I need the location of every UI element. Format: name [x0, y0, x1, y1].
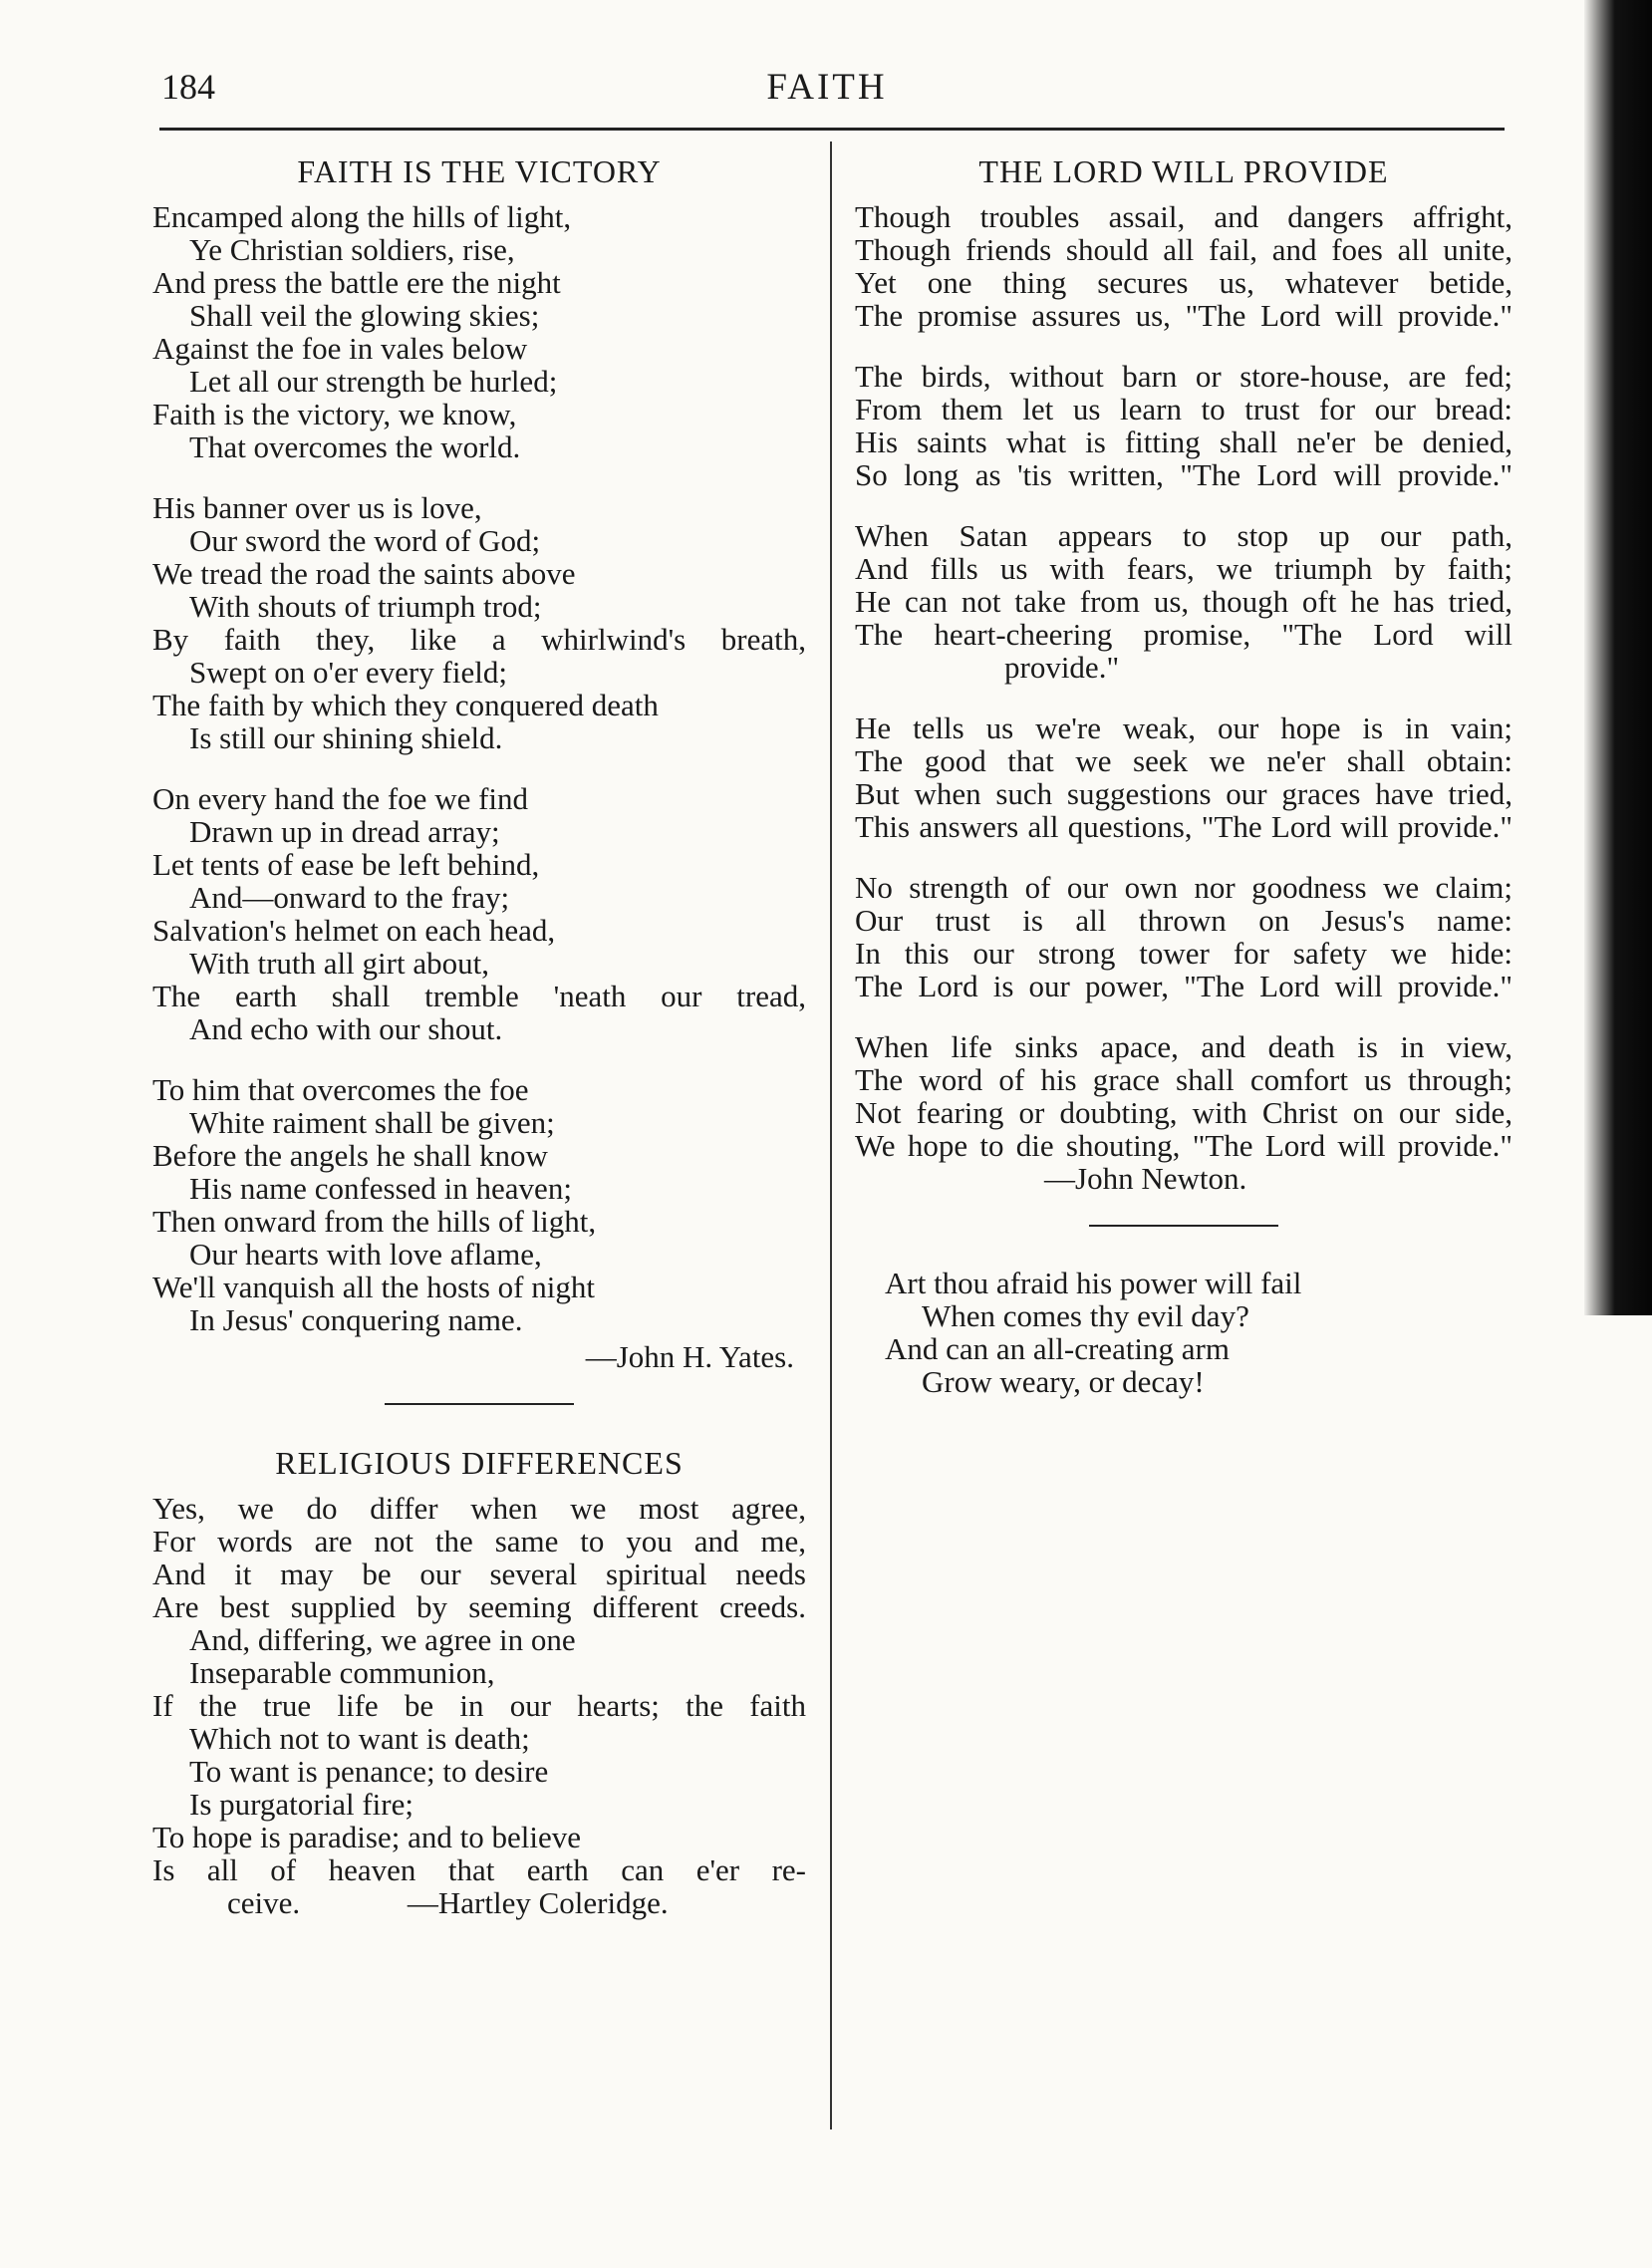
verse-line: Let tents of ease be left behind,: [152, 846, 540, 882]
verse-line: In this our strong tower for safety we hide:: [855, 935, 1513, 971]
verse-line: To him that overcomes the foe: [152, 1071, 529, 1107]
left-column: [152, 149, 806, 1919]
verse-line: And—onward to the fray;: [189, 879, 510, 915]
verse-line: The earth shall tremble 'neath our tread,: [152, 978, 806, 1013]
verse-line: We tread the road the saints above: [152, 555, 576, 591]
stanza: [855, 360, 1513, 491]
poem-title: FAITH IS THE VICTORY: [297, 153, 662, 189]
verse-line: To hope is paradise; and to believe: [152, 1819, 581, 1854]
verse-line: Drawn up in dread array;: [189, 813, 500, 849]
verse-line: Which not to want is death;: [189, 1720, 530, 1756]
verse-line: Then onward from the hills of light,: [152, 1203, 597, 1239]
verse-line: Though troubles assail, and dangers affright,: [855, 198, 1513, 234]
verse-line: In Jesus' conquering name.: [189, 1301, 523, 1337]
verse-line: From them let us learn to trust for our bread:: [855, 391, 1513, 426]
verse-line: And press the battle ere the night: [152, 264, 561, 300]
verse-line: When Satan appears to stop up our path,: [855, 517, 1513, 553]
verse-line: But when such suggestions our graces have tried,: [855, 775, 1513, 811]
verse-line: And fills us with fears, we triumph by faith;: [855, 550, 1513, 586]
verse-line: And it may be our several spiritual needs: [152, 1556, 806, 1591]
stanza: [855, 200, 1513, 332]
poem-title: THE LORD WILL PROVIDE: [978, 153, 1389, 189]
verse-line: The birds, without barn or store-house, are fed;: [855, 358, 1513, 394]
right-column: [855, 149, 1513, 1398]
poem-faith-is-the-victory: [152, 153, 806, 1373]
verse-line: Yes, we do differ when we most agree,: [152, 1490, 806, 1526]
verse-line: The faith by which they conquered death: [152, 687, 659, 722]
verse-line: For words are not the same to you and me,: [152, 1523, 806, 1559]
stanza: [855, 871, 1513, 1002]
verse-line: The heart-cheering promise, "The Lord will provide.": [855, 616, 1513, 685]
verse-line: Though friends should all fail, and foes all unite,: [855, 231, 1513, 267]
stanza: [152, 1073, 806, 1336]
verse-line: No strength of our own nor goodness we claim;: [855, 869, 1513, 905]
verse-line: Swept on o'er every field;: [189, 654, 507, 690]
verse-text: We hope to die shouting, "The Lord will provide.": [855, 1127, 1513, 1163]
verse-line: Salvation's helmet on each head,: [152, 912, 556, 948]
column-rule: [830, 142, 832, 2129]
attribution: —Hartley Coleridge.: [407, 1884, 669, 1920]
verse-line: His name confessed in heaven;: [189, 1170, 572, 1206]
stanza: [152, 200, 806, 463]
verse-line: With truth all girt about,: [189, 945, 489, 981]
header-rule: [159, 128, 1505, 131]
section-divider: [385, 1403, 574, 1405]
verse-line: On every hand the foe we find: [152, 780, 529, 816]
attribution: —John H. Yates.: [585, 1338, 794, 1374]
verse-line-with-attribution: [855, 1129, 1513, 1195]
verse-line: The word of his grace shall comfort us through;: [855, 1061, 1513, 1097]
verse-line: And, differing, we agree in one: [189, 1621, 576, 1657]
verse-line: Is purgatorial fire;: [189, 1786, 413, 1822]
poem-title: RELIGIOUS DIFFERENCES: [275, 1444, 684, 1481]
verse-line: Is still our shining shield.: [189, 719, 503, 755]
stanza: [855, 711, 1513, 843]
verse-line: Is all of heaven that earth can e'er re-: [152, 1851, 806, 1887]
verse-line: The Lord is our power, "The Lord will provide.": [855, 968, 1513, 1003]
stanza: [855, 1030, 1513, 1195]
verse-line: With shouts of triumph trod;: [189, 588, 542, 624]
stanza: [152, 491, 806, 754]
verse-line: So long as 'tis written, "The Lord will provide.": [855, 456, 1513, 492]
verse-line: He can not take from us, though oft he has tried,: [855, 583, 1513, 619]
verse-line: To want is penance; to desire: [189, 1753, 549, 1789]
verse-line: Inseparable communion,: [189, 1654, 495, 1690]
page-number: 184: [161, 67, 215, 107]
section-divider: [1089, 1225, 1278, 1227]
verse-line: Encamped along the hills of light,: [152, 198, 572, 234]
verse-line: Yet one thing secures us, whatever betide,: [855, 264, 1513, 300]
verse-line: Our sword the word of God;: [189, 522, 541, 558]
verse-line: Grow weary, or decay!: [922, 1363, 1205, 1399]
verse-line: He tells us we're weak, our hope is in vain;: [855, 709, 1513, 745]
verse-line: Are best supplied by seeming different creeds.: [152, 1588, 806, 1624]
verse-line: His saints what is fitting shall ne'er be denied,: [855, 424, 1513, 459]
running-head: FAITH: [766, 67, 888, 108]
verse-line-with-attribution: [227, 1886, 806, 1919]
stanza: [855, 519, 1513, 684]
verse-line: The promise assures us, "The Lord will provide.": [855, 297, 1513, 333]
verse-line: Not fearing or doubting, with Christ on our side,: [855, 1094, 1513, 1130]
verse-line: The good that we seek we ne'er shall obtain:: [855, 742, 1513, 778]
verse-line: And echo with our shout.: [189, 1010, 503, 1046]
verse-line: White raiment shall be given;: [189, 1104, 555, 1140]
verse-line: Ye Christian soldiers, rise,: [189, 231, 515, 267]
verse-line: Before the angels he shall know: [152, 1137, 548, 1173]
verse-line: When comes thy evil day?: [922, 1297, 1249, 1333]
poem-art-thou-afraid: [885, 1267, 1513, 1398]
verse-line: Let all our strength be hurled;: [189, 363, 558, 399]
verse-end: ceive.: [227, 1884, 301, 1920]
verse-line: His banner over us is love,: [152, 489, 482, 525]
verse-line: That overcomes the world.: [189, 428, 521, 464]
verse-line: By faith they, like a whirlwind's breath,: [152, 621, 806, 657]
verse-line: We'll vanquish all the hosts of night: [152, 1269, 595, 1304]
verse-line: Our trust is all thrown on Jesus's name:: [855, 902, 1513, 938]
verse-line: Art thou afraid his power will fail: [885, 1265, 1302, 1300]
poem-the-lord-will-provide: [855, 153, 1513, 1195]
verse-line: When life sinks apace, and death is in view,: [855, 1028, 1513, 1064]
verse-line: Shall veil the glowing skies;: [189, 297, 540, 333]
verse-line: This answers all questions, "The Lord will provide.": [855, 808, 1513, 844]
poem-religious-differences: [152, 1445, 806, 1919]
verse-line: Our hearts with love aflame,: [189, 1236, 542, 1272]
page-edge-shadow: [1584, 0, 1652, 1315]
verse-line: Faith is the victory, we know,: [152, 396, 517, 431]
verse-line: And can an all-creating arm: [885, 1330, 1230, 1366]
attribution: —John Newton.: [1044, 1160, 1247, 1196]
stanza: [152, 782, 806, 1045]
verse-line: If the true life be in our hearts; the faith: [152, 1687, 806, 1723]
verse-line: Against the foe in vales below: [152, 330, 528, 366]
